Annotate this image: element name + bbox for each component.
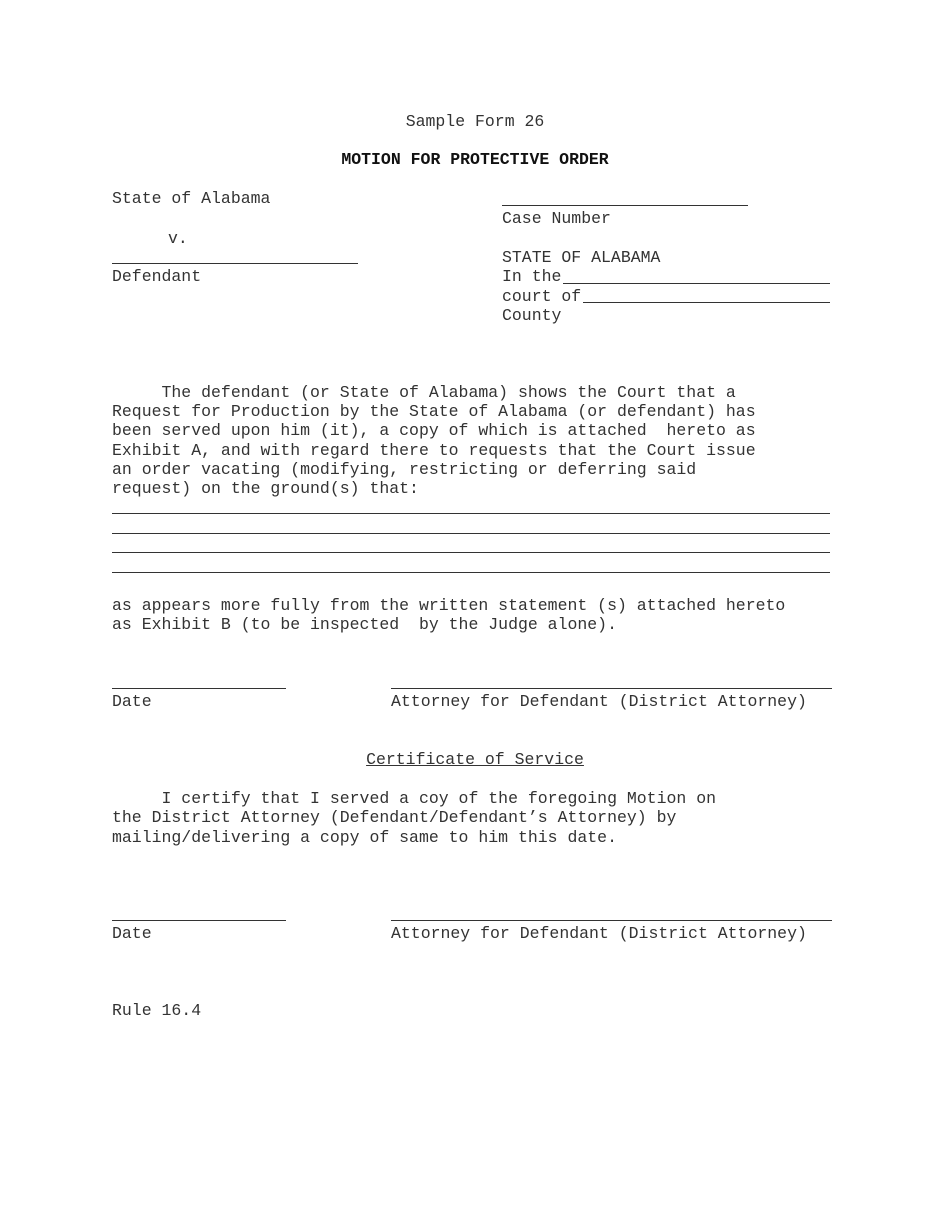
- in-the-label: In the: [502, 267, 562, 286]
- rule-reference: Rule 16.4: [112, 1001, 202, 1020]
- court-of-line: [583, 302, 830, 303]
- case-number-label: Case Number: [502, 209, 611, 228]
- body-line: an order vacating (modifying, restricting or deferring said: [112, 460, 697, 479]
- body-line: Request for Production by the State of Alabama (or defendant) has: [112, 402, 756, 421]
- closing-line: as appears more fully from the written statement (s) attached hereto: [112, 596, 786, 615]
- date-signature-line: [112, 920, 286, 921]
- attorney-label: Attorney for Defendant (District Attorney): [391, 924, 807, 943]
- case-number-line: [502, 205, 748, 206]
- county-label: County: [502, 306, 562, 325]
- state-caps-label: STATE OF ALABAMA: [502, 248, 661, 267]
- body-line: The defendant (or State of Alabama) shows the Court that a: [112, 383, 736, 402]
- grounds-line: [112, 572, 830, 573]
- certificate-title: Certificate of Service: [366, 750, 584, 769]
- grounds-line: [112, 533, 830, 534]
- court-of-label: court of: [502, 287, 582, 306]
- date-signature-line: [112, 688, 286, 689]
- in-the-line: [563, 283, 830, 284]
- certificate-line: the District Attorney (Defendant/Defendant’s Attorney) by: [112, 808, 677, 827]
- certificate-line: I certify that I served a coy of the foregoing Motion on: [112, 789, 716, 808]
- state-of-alabama-label: State of Alabama: [112, 189, 271, 208]
- grounds-line: [112, 552, 830, 553]
- date-label: Date: [112, 692, 152, 711]
- page-title: MOTION FOR PROTECTIVE ORDER: [341, 150, 609, 169]
- defendant-label: Defendant: [112, 267, 202, 286]
- certificate-line: mailing/delivering a copy of same to him this date.: [112, 828, 617, 847]
- grounds-line: [112, 513, 830, 514]
- attorney-signature-line: [391, 920, 832, 921]
- date-label: Date: [112, 924, 152, 943]
- versus-label: v.: [168, 229, 188, 248]
- attorney-signature-line: [391, 688, 832, 689]
- sample-form-label: Sample Form 26: [405, 112, 545, 131]
- body-line: request) on the ground(s) that:: [112, 479, 419, 498]
- body-line: Exhibit A, and with regard there to requests that the Court issue: [112, 441, 756, 460]
- attorney-label: Attorney for Defendant (District Attorney): [391, 692, 807, 711]
- body-line: been served upon him (it), a copy of which is attached hereto as: [112, 421, 756, 440]
- defendant-name-line: [112, 263, 358, 264]
- closing-line: as Exhibit B (to be inspected by the Judge alone).: [112, 615, 617, 634]
